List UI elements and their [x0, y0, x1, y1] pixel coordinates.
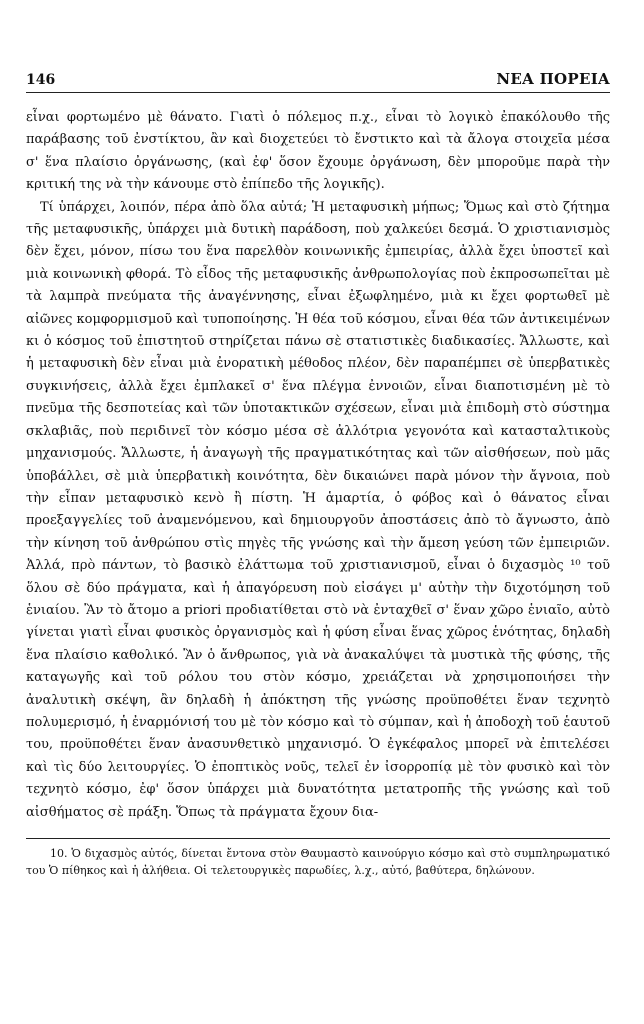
- paragraph-1: εἶναι φορτωμένο μὲ θάνατο. Γιατὶ ὁ πόλεμος π.χ., εἶναι τὸ λογικὸ ἐπακόλουθο τῆς παράβασης τοῦ ἐνστίκτου, ἂν καὶ διοχετεύει τὸ ἔνστικτο καὶ τὰ ἄλογα στοιχεῖα μέσα σ' ἕνα πλαίσιο ὀργάνωσης, (καὶ ἐφ' ὅσον ἔχουμε ὀργάνωση, δὲν μποροῦμε παρὰ τὴν κριτική της νὰ τὴν κάνουμε στὸ ἐπίπεδο τῆς λογικῆς).: [26, 110, 610, 193]
- footnote: [26, 845, 610, 879]
- body-text: [26, 107, 610, 824]
- page-number: 146: [26, 72, 56, 88]
- book-page: [26, 70, 610, 879]
- footnote-divider: [26, 838, 610, 839]
- running-head: ΝΕΑ ΠΟΡΕΙΑ: [496, 70, 610, 88]
- paragraph-2: Τί ὑπάρχει, λοιπόν, πέρα ἀπὸ ὅλα αὐτά; Ἡ μεταφυσικὴ μήπως; Ὅμως καὶ στὸ ζήτημα τῆς μεταφυσικῆς, ὑπάρχει μιὰ δυτικὴ παράδοση, ποὺ χαλκεύει δεσμά. Ὁ χριστιανισμὸς δὲν ἔχει, μόνον, πίσω του ἕνα παρελθὸν κοινωνικῆς ἐμπειρίας, ἀλλὰ ἔχει ὑποστεῖ καὶ μιὰ κοινωνικὴ φθορά. Τὸ εἶδος τῆς μεταφυσικῆς ἀνθρωπολογίας ποὺ ἐκπροσωπεῖται μὲ τὰ λαμπρὰ πνεύματα τῆς ἀναγέννησης, εἶναι ἐξωφλημένο, μιὰ κι ἔχει φορτωθεῖ μὲ αἰῶνες κομφορμισμοῦ καὶ τυποποίησης. Ἡ θέα τοῦ κόσμου, εἶναι θέα τῶν ἀντικειμένων κι ὁ κόσμος τοῦ ἐπιστητοῦ στηρίζεται πάνω σὲ στατιστικὲς διαδικασίες. Ἄλλωστε, καὶ ἡ μεταφυσικὴ δὲν εἶναι μιὰ ἐνορατικὴ μέθοδος πλέον, δὲν παραπέμπει σὲ ὑπερβατικὲς συγκινήσεις, ἀλλὰ ἔχει ἐμπλακεῖ σ' ἕνα πλέγμα ἐννοιῶν, εἶναι διαποτισμένη μὲ τὸ πνεῦμα τῆς δεσποτείας καὶ τῶν ὑποτακτικῶν σχέσεων, εἶναι μιὰ ἐπιδομὴ στὸ σύστημα σκλαβιᾶς, ποὺ περιδινεῖ τὸν κόσμο μέσα σὲ ἀλλότρια γεγονότα καὶ κατασταλτικοὺς μηχανισμούς. Ἄλλωστε, ἡ ἀναγωγὴ τῆς πραγματικότητας καὶ τῶν αἰσθήσεων, ποὺ μᾶς ὑποβάλλει, σὲ μιὰ ὑπερβατικὴ κοινότητα, δὲν δικαιώνει παρὰ μόνον τὴν ἄγνοια, ποὺ τὴν εἶπαν μεταφυσικὸ κενὸ ἢ πίστη. Ἡ ἁμαρτία, ὁ φόβος καὶ ὁ θάνατος εἶναι προεξαγγελίες τοῦ ἀναμενόμενου, καὶ δημιουργοῦν ἀποστάσεις ἀπὸ τὸ ἄγνωστο, ἀπὸ τὴν κίνηση τοῦ ἀνθρώπου στὶς πηγὲς τῆς γνώσης καὶ τὴν ἄμεση γεύση τῶν ἐμπειριῶν. Ἀλλά, πρὸ πάντων, τὸ βασικὸ ἐλάττωμα τοῦ χριστιανισμοῦ, εἶναι ὁ διχασμὸς ¹⁰ τοῦ ὅλου σὲ δύο πράγματα, καὶ ἡ ἀπαγόρευση ποὺ εἰσάγει μ' αὐτὴν τὴν διχοτόμηση τοῦ ἑνιαίου. Ἂν τὸ ἄτομο a priori προδιατίθεται στὸ νὰ ἐνταχθεῖ σ' ἕναν χῶρο ἑνιαῖο, αὐτὸ γίνεται γιατὶ εἶναι φυσικὸς ὀργανισμὸς καὶ ἡ φύση εἶναι ἕνας χῶρος ἑνότητας, δηλαδὴ ἕνα πλαίσιο καθολικό. Ἂν ὁ ἄνθρωπος, γιὰ νὰ ἀνακαλύψει τὰ μυστικὰ τῆς φύσης, τῆς καταγωγῆς καὶ τοῦ ρόλου του στὸν κόσμο, χρειάζεται νὰ χρησιμοποιήσει τὴν ἀναλυτικὴ σκέψη, ἂν δηλαδὴ ἡ ἀπόκτηση τῆς γνώσης προϋποθέτει ἕναν τεχνητὸ πολυμερισμό, ἡ ἐναρμόνισή του μὲ τὸν κόσμο καὶ τὸ σύμπαν, καὶ ἡ ἀποδοχὴ τοῦ ἑαυτοῦ του, προϋποθέτει ἕναν ἀνασυνθετικὸ μηχανισμό. Ὁ ἐγκέφαλος μπορεῖ νὰ ἐπιτελέσει καὶ τὶς δύο λειτουργίες. Ὁ ἐποπτικὸς νοῦς, τελεῖ ἐν ἰσορροπίᾳ μὲ τὸν φυσικὸ καὶ τὸν τεχνητὸ κόσμο, ἐφ' ὅσον ὑπάρχει μιὰ δυνατότητα μετατροπῆς τῆς γνώσης καὶ τοῦ αἰσθήματος σὲ πράξη. Ὅπως τὰ πράγματα ἔχουν δια-: [26, 199, 610, 820]
- footnote-text: Ὁ διχασμὸς αὐτός, δίνεται ἔντονα στὸν Θαυμαστὸ καινούργιο κόσμο καὶ στὸ συμπληρωματικό του Ὁ πίθηκος καὶ ἡ ἀλήθεια. Οἱ τελετουργικὲς παρωδίες, λ.χ., αὐτό, βαθύτερα, δηλώνουν.: [26, 847, 610, 877]
- footnote-marker: 10.: [50, 847, 68, 860]
- page-header: [26, 70, 610, 93]
